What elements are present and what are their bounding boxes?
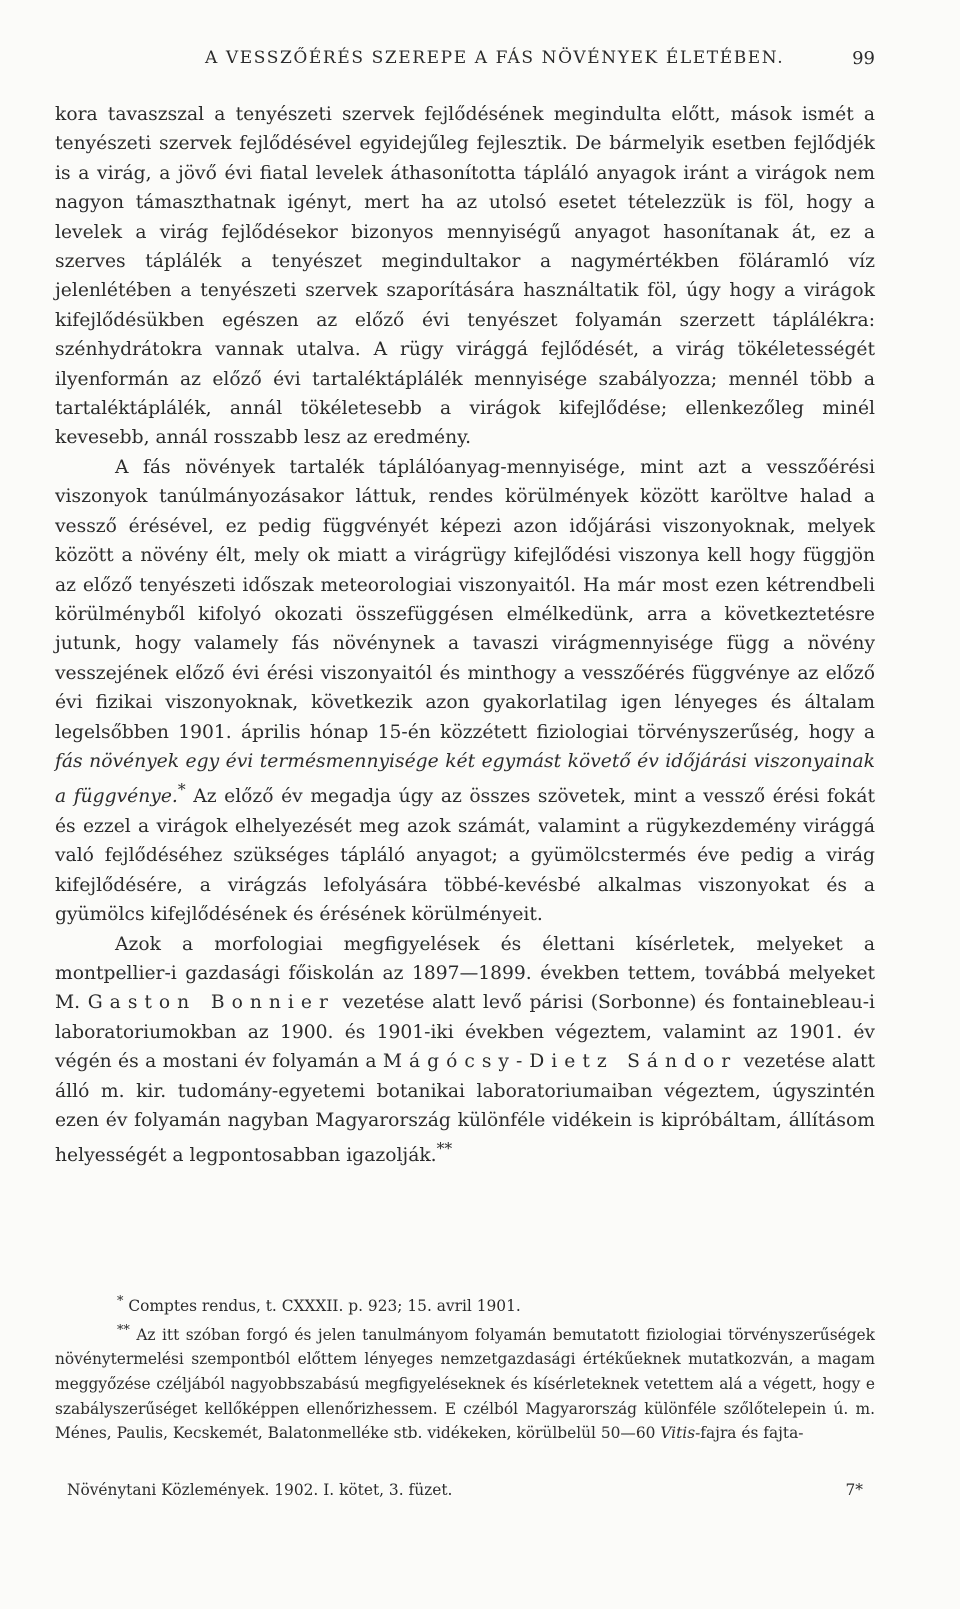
paragraph-3-middle: vezetése alatt levő párisi (Sorbonne) és fontainebleau-i laboratoriumokban az 1900. és 1901-iki években végeztem, valamint az 1901. év végén és a mostani év folyamán a <box>55 992 875 1073</box>
footnote-2-text: Az itt szóban forgó és jelen tanulmányom folyamán bemutatott fiziologiai törvényszerűségek növénytermelési szempontból előttem lényeges nemzetgazdasági értékűeknek mutatkozván, a magam meggyőzése czéljából nagyobbszabású megfigyeléseknek és kísérleteknek vetettem alá a végett, hogy e szabályszerűséget kellőképpen ellenőrizhessem. E czélból Magyarország különféle szőlőtelepein ú. m. Ménes, Paulis, Kecskemét, Balatonmelléke stb. vidékeken, körülbelül 50—60 <box>55 1325 875 1443</box>
person-name-bonnier: Gaston Bonnier <box>87 992 335 1014</box>
paragraph-3 <box>55 930 875 1171</box>
person-name-magocsy-dietz: Mágócsy-Dietz Sándor <box>382 1051 738 1073</box>
footnote-2-mark: ** <box>117 1322 130 1338</box>
page-number: 99 <box>852 48 875 69</box>
paragraph-2-continuation: Az előző év megadja úgy az összes szövetek, mint a vessző érési fokát és ezzel a virágok elhelyezését meg azok számát, valamint a rügykezdemény virággá való fejlődéséhez szükséges tápláló anyagot; a gyümölcstermés éve pedig a virág kifejlődésére, a virágzás lefolyására többé-kevésbé alkalmas viszonyokat és a gyümölcs kifejlődésének és érésének körülményeit. <box>55 786 876 926</box>
footnote-1 <box>55 1290 875 1319</box>
signature-mark: 7* <box>845 1481 863 1499</box>
paragraph-2-emphasis: fás növények egy évi termésmennyisége két egymást követő év időjárási viszonyainak a függvénye. <box>55 750 875 808</box>
footnote-ref-1: * <box>177 781 186 800</box>
paragraph-2 <box>55 453 875 930</box>
footer-source: Növénytani Közlemények. 1902. I. kötet, 3. füzet. <box>67 1481 453 1499</box>
footnote-2-continuation: -fajra és fajta- <box>695 1424 804 1443</box>
footnote-1-text: Comptes rendus, t. CXXXII. p. 923; 15. avril 1901. <box>128 1297 521 1316</box>
footnote-ref-2: ** <box>436 1140 453 1159</box>
paragraph-2-text: A fás növények tartalék táplálóanyag-mennyisége, mint azt a vesszőérési viszonyok tanúlmányozásakor láttuk, rendes körülmények között karöltve halad a vessző érésével, ez pedig függvényét képezi azon időjárási viszonyoknak, melyek között a növény élt, mely ok miatt a virágrügy kifejlődési viszonya kell hogy függjön az előző tenyészeti időszak meteorologiai viszonyaitól. Ha már most ezen kétrendbeli körülményből kifolyó okozati összefüggésen elmélkedünk, arra a következtetésre jutunk, hogy valamely fás növénynek a tavaszi virágmennyisége függ a növény vesszejének előző évi érési viszonyaitól és minthogy a vesszőérés függvénye az előző évi fizikai viszonyoknak, következik azon gyakorlatilag igen lényeges és általam legelsőbben 1901. április hónap 15-én közzétett fiziologiai törvényszerűség, hogy a <box>55 456 875 743</box>
footnote-2 <box>55 1319 875 1446</box>
paragraph-1: kora tavaszszal a tenyészeti szervek fejlődésének megindulta előtt, mások ismét a tenyészeti szervek fejlődésével egyidejűleg fejlesztik. De bármelyik esetben fejlődjék is a virág, a jövő évi fiatal levelek áthasonította tápláló anyagok iránt a virágok nem nagyon támaszthatnak igényt, mert ha az utolsó esetet tételezzük is föl, hogy a levelek a virág fejlődésekor bizonyos mennyiségű anyagot hasonítanak át, ez a szerves táplálék a tenyészet megindultakor a nagymértékben föláramló víz jelenlétében a tenyészeti szervek szaporítására használtatik föl, úgy hogy a virágok kifejlődésükben egészen az előző évi tenyészet folyamán szerzett táplálékra: szénhydrátokra vannak utalva. A rügy virággá fejlődését, a virág tökéletességét ilyenformán az előző évi tartaléktáplálék mennyisége szabályozza; mennél több a tartaléktáplálék, annál tökéletesebb a virágok kifejlődése; ellenkezőleg minél kevesebb, annál rosszabb lesz az eredmény. <box>55 104 875 449</box>
paragraph-3-text: Azok a morfologiai megfigyelések és élettani kísérletek, melyeket a montpellier-i gazdasági főiskolán az 1897—1899. években tettem, továbbá melyeket M. <box>55 933 875 1014</box>
footnote-2-genus: Vitis <box>660 1424 696 1443</box>
page-footer <box>55 1481 875 1505</box>
footnotes <box>55 1290 875 1446</box>
running-head <box>55 48 875 72</box>
body-text <box>55 100 875 1171</box>
paragraph-3-end: vezetése alatt álló m. kir. tudomány-egyetemi botanikai laboratoriumaiban végeztem, úgyszintén ezen év folyamán nagyban Magyarország különféle vidékein is kipróbáltam, állításom helyességét a legpontosabban igazolják. <box>55 1051 875 1167</box>
running-title: A VESSZŐÉRÉS SZEREPE A FÁS NÖVÉNYEK ÉLETÉBEN. <box>205 48 785 68</box>
footnote-1-mark: * <box>117 1294 124 1309</box>
